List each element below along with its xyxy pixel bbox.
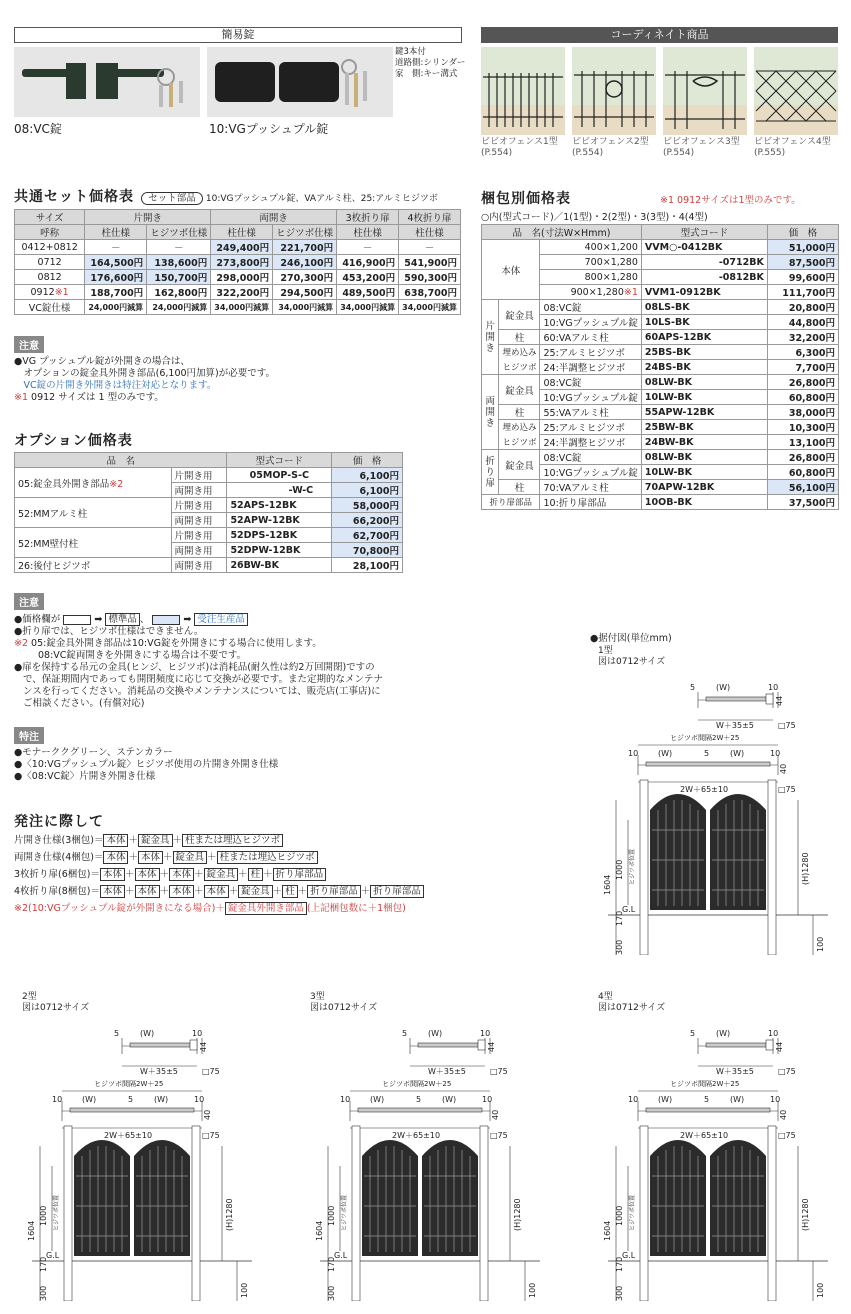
- svg-text:10: 10: [770, 1095, 781, 1104]
- svg-text:44: 44: [775, 695, 784, 706]
- svg-text:W＋35±5: W＋35±5: [140, 1067, 178, 1076]
- fence-gallery: [481, 47, 838, 135]
- fence-caption-3: ビビオフェンス3型 (P.554): [663, 137, 740, 158]
- installation-drawing-3: 3型 図は0712サイズ (W) 5 10 44 W＋35±5 □75 ヒジツボ間隔2W＋25 10 (W) 5 (W) 10 40 2W＋65±10 □75 1604 1000 ヒジツボ位置 300 170 G.L (H)1280 100: [310, 992, 550, 1302]
- table-row: 0412+0812 － － 249,400円 221,700円 － －: [15, 240, 461, 255]
- note1: 注意 ●VG プッシュプル錠が外開きの場合は、 オプションの錠金具外開き部品(6,100円加算)が必要です。 VC錠の片開き外開きは特注対応となります。 ※1 0912 サイズは 1 型のみです。: [14, 336, 275, 404]
- svg-text:ヒジツボ間隔2W＋25: ヒジツボ間隔2W＋25: [670, 734, 740, 742]
- svg-text:300: 300: [39, 1285, 48, 1301]
- svg-text:100: 100: [816, 936, 825, 952]
- svg-text:10: 10: [628, 1095, 639, 1104]
- table-row: 900×1,280※1 VVM1-0912BK 111,700円: [482, 285, 839, 300]
- set-parts-badge: セット部品: [141, 192, 203, 205]
- svg-text:1604: 1604: [603, 874, 612, 895]
- svg-text:1604: 1604: [315, 1220, 324, 1241]
- set-table-title: 共通セット価格表: [14, 189, 134, 205]
- table-row: 05:錠金具外開き部品※2 片開き用 05MOP-S-C 6,100円: [15, 468, 403, 483]
- svg-text:2W＋65±10: 2W＋65±10: [680, 785, 729, 794]
- svg-text:44: 44: [775, 1041, 784, 1052]
- svg-text:1000: 1000: [615, 1205, 624, 1226]
- table-row: 800×1,280 -0812BK 99,600円: [482, 270, 839, 285]
- set-price-table: サイズ 片開き 両開き 3枚折り扉 4枚折り扉 呼称 柱仕様 ヒジツボ仕様 柱仕様 ヒジツボ仕様 柱仕様 柱仕様 0412+0812 － － 249,400円 221,700円 － － 0712 164,500円 138,600円 273,800円 246,100円 416,900円 541,900円 0812 176,600円 150,700円 298,000円 270,300円 453,200円 590,300円 0912※1 188,700円 162,800円 322,200円 294,500円 489,500円 638,700円 VC錠仕様 24,000円減算 24,000円減算 34,000円減算 34,000円減算 34,000円減算 34,000円減算: [14, 209, 461, 315]
- svg-text:5: 5: [690, 1029, 696, 1038]
- order-row: 片開き仕様(3梱包)＝ 本体 ＋ 錠金具 ＋ 柱または埋込ヒジツボ: [14, 832, 424, 849]
- table-row: 折り扉 錠金具 08:VC錠 08LW-BK 26,800円: [482, 450, 839, 465]
- svg-text:1604: 1604: [603, 1220, 612, 1241]
- svg-text:W＋35±5: W＋35±5: [428, 1067, 466, 1076]
- svg-text:□75: □75: [202, 1067, 220, 1076]
- lock1-caption: 08:VC錠: [14, 122, 62, 136]
- svg-text:40: 40: [203, 1109, 212, 1120]
- svg-text:ヒジツボ位置: ヒジツボ位置: [629, 848, 636, 885]
- svg-text:(H)1280: (H)1280: [513, 1198, 522, 1231]
- svg-text:5: 5: [402, 1029, 408, 1038]
- svg-text:(W): (W): [658, 1095, 673, 1104]
- svg-text:5: 5: [704, 1095, 710, 1104]
- table-row: 埋め込み 25:アルミヒジツボ 25BW-BK 10,300円: [482, 420, 839, 435]
- svg-text:5: 5: [114, 1029, 120, 1038]
- gate-drawing-icon: [598, 670, 838, 955]
- table-row: 折り扉部品 10:折り扉部品 10OB-BK 37,500円: [482, 495, 839, 510]
- table-row: 26:後付ヒジツボ 両開き用 26BW-BK 28,100円: [15, 558, 403, 573]
- svg-text:□75: □75: [202, 1131, 220, 1140]
- svg-text:(W): (W): [716, 683, 731, 692]
- fence-caption-2: ビビオフェンス2型 (P.554): [572, 137, 649, 158]
- table-row: 0812 176,600円 150,700円 298,000円 270,300円 453,200円 590,300円: [15, 270, 461, 285]
- svg-text:44: 44: [487, 1041, 496, 1052]
- table-row: ヒジツボ 24:半調整ヒジツボ 24BS-BK 7,700円: [482, 360, 839, 375]
- svg-text:(W): (W): [428, 1029, 443, 1038]
- table-row: VC錠仕様 24,000円減算 24,000円減算 34,000円減算 34,000円減算 34,000円減算 34,000円減算: [15, 300, 461, 315]
- lock1-photo: [14, 47, 200, 117]
- vg-pushpull-lock-icon: [207, 47, 393, 117]
- svg-text:(W): (W): [658, 749, 673, 758]
- svg-text:44: 44: [199, 1041, 208, 1052]
- svg-text:10: 10: [480, 1029, 491, 1038]
- svg-text:300: 300: [327, 1285, 336, 1301]
- svg-text:□75: □75: [490, 1131, 508, 1140]
- set-table-title-row: [14, 186, 438, 206]
- svg-text:170: 170: [615, 910, 624, 926]
- svg-text:G.L: G.L: [334, 1251, 348, 1260]
- fence-caption-1: ビビオフェンス1型 (P.554): [481, 137, 558, 158]
- svg-text:10: 10: [628, 749, 639, 758]
- pack-table-note: ※1 0912サイズは1型のみです。: [660, 195, 801, 206]
- svg-text:G.L: G.L: [46, 1251, 60, 1260]
- svg-text:(W): (W): [442, 1095, 457, 1104]
- table-row: 埋め込み 25:アルミヒジツボ 25BS-BK 6,300円: [482, 345, 839, 360]
- installation-drawing-1: 1型 図は0712サイズ (W) 5 10 44 W＋35±5 □75 ヒジツボ間隔2W＋25 10 (W) 5 (W) 10 40 2W＋65±10 □75 1604 1000 ヒジツボ位置 300 170 G.L (H)1280 100: [598, 646, 838, 956]
- svg-text:(W): (W): [730, 1095, 745, 1104]
- svg-text:(W): (W): [730, 749, 745, 758]
- svg-text:(W): (W): [154, 1095, 169, 1104]
- table-row: 52:MMアルミ柱 片開き用 52APS-12BK 58,000円: [15, 498, 403, 513]
- order-title: 発注に際して: [14, 814, 104, 830]
- svg-text:(W): (W): [716, 1029, 731, 1038]
- svg-text:W＋35±5: W＋35±5: [716, 721, 754, 730]
- svg-text:100: 100: [528, 1282, 537, 1298]
- special-tag: 特注: [14, 727, 44, 744]
- note-tag: 注意: [14, 593, 44, 610]
- table-row: 柱 70:VAアルミ柱 70APW-12BK 56,100円: [482, 480, 839, 495]
- order-note: ※2(10:VGプッシュプル錠が外開きになる場合)＋ 錠金具外開き部品 (上記梱包数に＋1梱包): [14, 903, 406, 914]
- order-row: 両開き仕様(4梱包)＝ 本体 ＋ 本体 ＋ 錠金具 ＋ 柱または埋込ヒジツボ: [14, 849, 424, 866]
- svg-text:□75: □75: [778, 1131, 796, 1140]
- svg-text:2W＋65±10: 2W＋65±10: [392, 1131, 441, 1140]
- svg-text:5: 5: [128, 1095, 134, 1104]
- note-tag: 注意: [14, 336, 44, 353]
- svg-text:ヒジツボ位置: ヒジツボ位置: [53, 1194, 60, 1231]
- gate-drawing-icon: [598, 1016, 838, 1301]
- drawings-title: ●据付図(単位mm): [590, 633, 672, 644]
- svg-text:ヒジツボ間隔2W＋25: ヒジツボ間隔2W＋25: [94, 1080, 164, 1088]
- pack-price-table: 品 名(寸法W×Hmm) 型式コード 価 格 本体 400×1,200 VVM○-0412BK 51,000円 700×1,280 -0712BK 87,500円 800×1,280 -0812BK 99,600円 900×1,280※1 VVM1-0912BK 111,700円 片開き 錠金具 08:VC錠 08LS-BK 20,800円 10:VGプッシュプル錠 10LS-BK 44,800円 柱 60:VAアルミ柱 60APS-12BK 32,200円 埋め込み 25:アルミヒジツボ 25BS-BK 6,300円 ヒジツボ 24:半調整ヒジツボ 24BS-BK 7,700円 両開き 錠金具 08:VC錠 08LW-BK 26,800円 10:VGプッシュプル錠 10LW-BK 60,800円 柱 55:VAアルミ柱 55APW-12BK 38,000円 埋め込み 25:アルミヒジツボ 25BW-BK 10,300円 ヒジツボ 24:半調整ヒジツボ 24BW-BK 13,100円 折り扉 錠金具 08:VC錠 08LW-BK 26,800円 10:VGプッシュプル錠 10LW-BK 60,800円 柱 70:VAアルミ柱 70APW-12BK 56,100円 折り扉部品 10:折り扉部品 10OB-BK 37,500円: [481, 224, 839, 510]
- table-row: 700×1,280 -0712BK 87,500円: [482, 255, 839, 270]
- svg-text:(W): (W): [82, 1095, 97, 1104]
- pack-table-title: 梱包別価格表: [481, 191, 571, 207]
- svg-text:5: 5: [416, 1095, 422, 1104]
- svg-text:170: 170: [39, 1256, 48, 1272]
- coord-header: コーディネイト商品: [481, 27, 838, 43]
- svg-text:1604: 1604: [27, 1220, 36, 1241]
- table-row: 柱 55:VAアルミ柱 55APW-12BK 38,000円: [482, 405, 839, 420]
- table-row: 柱 60:VAアルミ柱 60APS-12BK 32,200円: [482, 330, 839, 345]
- gate-drawing-icon: [22, 1016, 262, 1301]
- svg-text:10: 10: [482, 1095, 493, 1104]
- svg-text:(W): (W): [140, 1029, 155, 1038]
- svg-text:□75: □75: [778, 721, 796, 730]
- vc-lock-icon: [14, 47, 200, 117]
- svg-text:(H)1280: (H)1280: [225, 1198, 234, 1231]
- installation-drawing-4: 4型 図は0712サイズ (W) 5 10 44 W＋35±5 □75 ヒジツボ間隔2W＋25 10 (W) 5 (W) 10 40 2W＋65±10 □75 1604 1000 ヒジツボ位置 300 170 G.L (H)1280 100: [598, 992, 838, 1302]
- svg-text:5: 5: [690, 683, 696, 692]
- lock-header: 簡易錠: [14, 27, 462, 43]
- svg-text:300: 300: [615, 939, 624, 955]
- svg-text:10: 10: [194, 1095, 205, 1104]
- svg-text:1000: 1000: [615, 859, 624, 880]
- table-row: 両開き用 52APW-12BK 66,200円: [15, 513, 403, 528]
- svg-text:40: 40: [779, 1109, 788, 1120]
- order-list: [14, 832, 424, 917]
- svg-text:170: 170: [327, 1256, 336, 1272]
- table-row: 0912※1 188,700円 162,800円 322,200円 294,500円 489,500円 638,700円: [15, 285, 461, 300]
- svg-text:1000: 1000: [39, 1205, 48, 1226]
- table-row: ヒジツボ 24:半調整ヒジツボ 24BW-BK 13,100円: [482, 435, 839, 450]
- option-price-table: 品 名 型式コード 価 格 05:錠金具外開き部品※2 片開き用 05MOP-S-C 6,100円 両開き用 -W-C 6,100円 52:MMアルミ柱 片開き用 52APS-12BK 58,000円 両開き用 52APW-12BK 66,200円 52:MM壁付柱 片開き用 52DPS-12BK 62,700円 両開き用 52DPW-12BK 70,800円 26:後付ヒジツボ 両開き用 26BW-BK 28,100円: [14, 452, 403, 573]
- svg-text:(W): (W): [370, 1095, 385, 1104]
- svg-text:300: 300: [615, 1285, 624, 1301]
- table-row: 0712 164,500円 138,600円 273,800円 246,100円 416,900円 541,900円: [15, 255, 461, 270]
- lock2-caption: 10:VGプッシュプル錠: [209, 122, 329, 136]
- table-row: 両開き 錠金具 08:VC錠 08LW-BK 26,800円: [482, 375, 839, 390]
- table-row: 両開き用 -W-C 6,100円: [15, 483, 403, 498]
- svg-text:2W＋65±10: 2W＋65±10: [104, 1131, 153, 1140]
- svg-text:10: 10: [192, 1029, 203, 1038]
- svg-text:1000: 1000: [327, 1205, 336, 1226]
- table-row: 10:VGプッシュプル錠 10LW-BK 60,800円: [482, 390, 839, 405]
- svg-text:(H)1280: (H)1280: [801, 852, 810, 885]
- order-row: 3枚折り扉(6梱包)＝ 本体 ＋ 本体 ＋ 本体 ＋ 錠金具 ＋ 柱 ＋ 折り扉部品: [14, 866, 424, 883]
- svg-text:W＋35±5: W＋35±5: [716, 1067, 754, 1076]
- order-row: 4枚折り扉(8梱包)＝ 本体 ＋ 本体 ＋ 本体 ＋ 本体 ＋ 錠金具 ＋ 柱 ＋ 折り扉部品 ＋ 折り扉部品: [14, 883, 424, 900]
- table-row: 10:VGプッシュプル錠 10LS-BK 44,800円: [482, 315, 839, 330]
- svg-text:G.L: G.L: [622, 905, 636, 914]
- pack-table-sub: ○内(型式コード)／1(1型)・2(2型)・3(3型)・4(4型): [481, 212, 708, 223]
- svg-text:10: 10: [768, 683, 779, 692]
- svg-text:ヒジツボ位置: ヒジツボ位置: [629, 1194, 636, 1231]
- option-table-title: オプション価格表: [14, 433, 133, 449]
- svg-text:ヒジツボ間隔2W＋25: ヒジツボ間隔2W＋25: [670, 1080, 740, 1088]
- svg-text:40: 40: [779, 763, 788, 774]
- table-row: 52:MM壁付柱 片開き用 52DPS-12BK 62,700円: [15, 528, 403, 543]
- svg-text:(H)1280: (H)1280: [801, 1198, 810, 1231]
- svg-text:10: 10: [770, 749, 781, 758]
- note2: 注意 ●価格欄が ➡ 標準品 、 ➡ 受注生産品 ●折り扉では、ヒジツボ仕様はできません。 ※2 05:錠金具外開き部品は10:VG錠を外開きにする場合に使用します。 08:VC錠両開きを外開きにする場合は不要です。 ●扉を保持する吊元の金具(ヒンジ、ヒジツボ)は消耗品(耐久性は約2万回開閉)ですの で、保証期間内であっても開閉頻度に応じて交換が必要です。また定期的なメンテナ ンスを行ってください。消耗品の交換やメンテナンスについては、販売店(工事店)に ご相談ください。(有償対応): [14, 593, 383, 710]
- svg-text:ヒジツボ間隔2W＋25: ヒジツボ間隔2W＋25: [382, 1080, 452, 1088]
- fence-photos-icon: [481, 47, 838, 135]
- svg-text:□75: □75: [778, 1067, 796, 1076]
- installation-drawing-2: 2型 図は0712サイズ (W) 5 10 44 W＋35±5 □75 ヒジツボ間隔2W＋25 10 (W) 5 (W) 10 40 2W＋65±10 □75 1604 1000 ヒジツボ位置 300 170 G.L (H)1280 100: [22, 992, 262, 1302]
- gate-drawing-icon: [310, 1016, 550, 1301]
- svg-text:170: 170: [615, 1256, 624, 1272]
- svg-text:10: 10: [768, 1029, 779, 1038]
- svg-text:5: 5: [704, 749, 710, 758]
- key-note: 鍵3本付 道路側:シリンダー 家 側:キー溝式: [395, 47, 466, 79]
- svg-text:ヒジツボ位置: ヒジツボ位置: [341, 1194, 348, 1231]
- svg-text:100: 100: [240, 1282, 249, 1298]
- svg-text:2W＋65±10: 2W＋65±10: [680, 1131, 729, 1140]
- svg-text:40: 40: [491, 1109, 500, 1120]
- table-row: 両開き用 52DPW-12BK 70,800円: [15, 543, 403, 558]
- table-row: 本体 400×1,200 VVM○-0412BK 51,000円: [482, 240, 839, 255]
- svg-text:□75: □75: [490, 1067, 508, 1076]
- svg-text:10: 10: [52, 1095, 63, 1104]
- special-order: 特注 ●モナーククグリーン、ステンカラー ●〈10:VGプッシュプル錠〉ヒジツボ使用の片開き外開き仕様 ●〈08:VC錠〉片開き外開き仕様: [14, 727, 278, 783]
- set-parts-list: 10:VGプッシュプル錠、VAアルミ柱、25:アルミヒジツボ: [205, 194, 438, 204]
- svg-text:G.L: G.L: [622, 1251, 636, 1260]
- fence-caption-4: ビビオフェンス4型 (P.555): [754, 137, 831, 158]
- svg-text:10: 10: [340, 1095, 351, 1104]
- svg-text:□75: □75: [778, 785, 796, 794]
- table-row: 片開き 錠金具 08:VC錠 08LS-BK 20,800円: [482, 300, 839, 315]
- table-row: 10:VGプッシュプル錠 10LW-BK 60,800円: [482, 465, 839, 480]
- svg-text:100: 100: [816, 1282, 825, 1298]
- lock2-photo: [207, 47, 393, 117]
